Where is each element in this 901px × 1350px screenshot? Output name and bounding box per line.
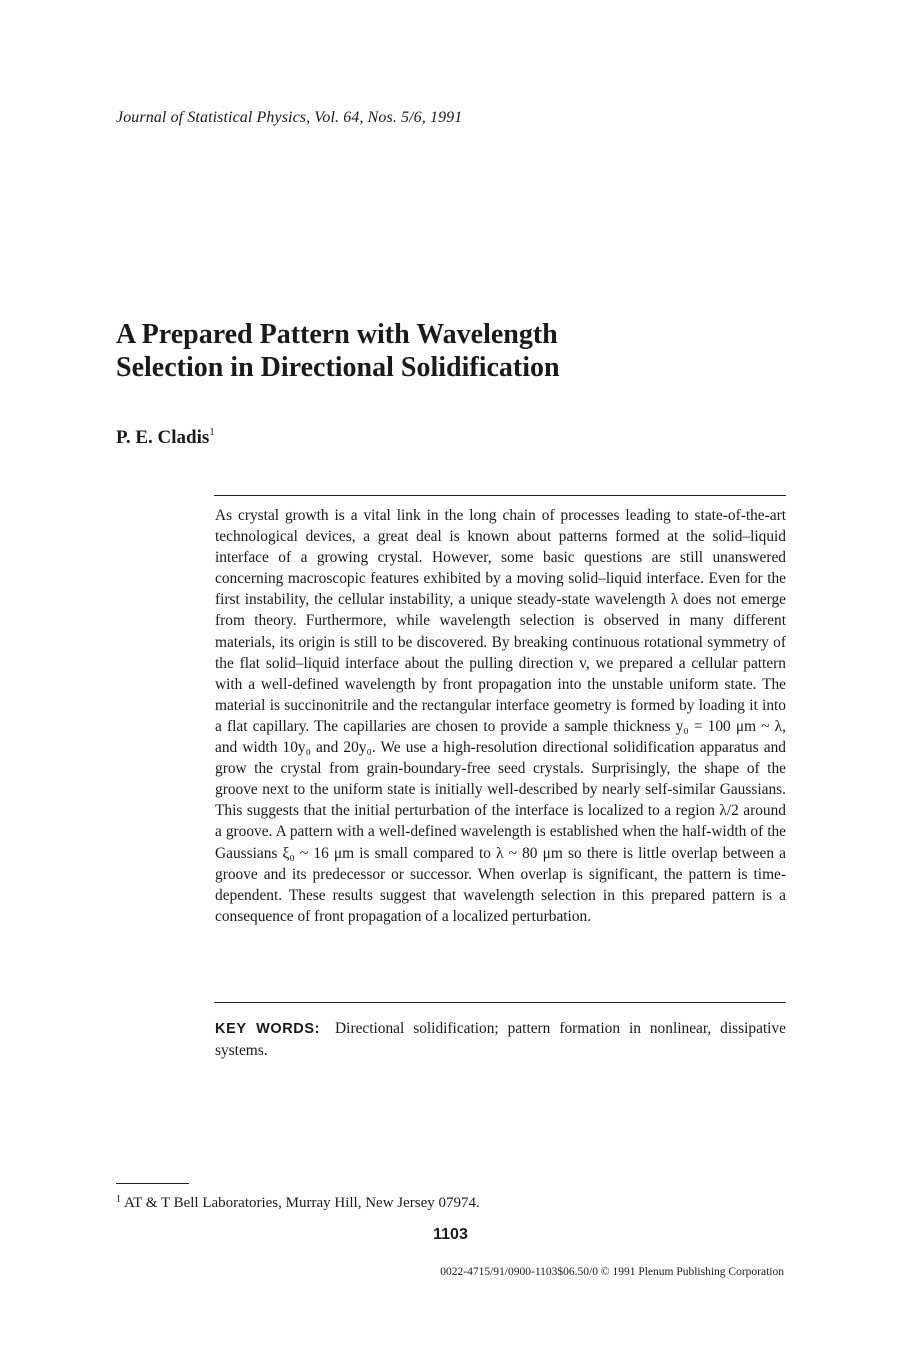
copyright-line: 0022-4715/91/0900-1103$06.50/0 © 1991 Plenum Publishing Corporation bbox=[440, 1266, 784, 1278]
author-block bbox=[116, 426, 215, 449]
author-name: P. E. Cladis bbox=[116, 427, 210, 448]
keywords-block bbox=[215, 1018, 786, 1061]
abstract-top-rule bbox=[214, 495, 786, 496]
abstract-bottom-rule bbox=[214, 1002, 786, 1003]
journal-citation: Journal of Statistical Physics, Vol. 64, Nos. 5/6, 1991 bbox=[116, 109, 463, 126]
footnote bbox=[116, 1194, 480, 1212]
article-title bbox=[116, 318, 736, 384]
page-number: 1103 bbox=[433, 1226, 468, 1243]
footnote-mark: 1 bbox=[116, 1194, 121, 1205]
keywords-label: KEY WORDS: bbox=[215, 1021, 321, 1037]
keywords-text: Directional solidification; pattern formation in nonlinear, dissipative systems. bbox=[215, 1020, 786, 1060]
abstract-text: As crystal growth is a vital link in the long chain of processes leading to state-of-the-art technological devices, a great deal is known about patterns formed at the solid–liquid interface of a growing crystal. However, some basic questions are still unanswered concerning macroscopic features exhibited by a moving solid–liquid interface. Even for the first instability, the cellular instability, a unique steady-state wavelength λ does not emerge from theory. Furthermore, while wavelength selection is observed in many different materials, its origin is still to be discovered. By breaking continuous rotational symmetry of the flat solid–liquid interface about the pulling direction v, we prepared a cellular pattern with a well-defined wavelength by front propagation into the unstable uniform state. The material is succinonitrile and the rectangular interface geometry is formed by loading it into a flat capillary. The capillaries are chosen to provide a sample thickness y₀ = 100 μm ~ λ, and width 10y₀ and 20y₀. We use a high-resolution directional solidification apparatus and grow the crystal from grain-boundary-free seed crystals. Surprisingly, the shape of the groove next to the uniform state is initially well-described by nearly self-similar Gaussians. This suggests that the initial perturbation of the interface is localized to a region λ/2 around a groove. A pattern with a well-defined wavelength is established when the half-width of the Gaussians ξ₀ ~ 16 μm is small compared to λ ~ 80 μm so there is little overlap between a groove and its predecessor or successor. When overlap is significant, the pattern is time-dependent. These results suggest that wavelength selection in this prepared pattern is a consequence of front propagation of a localized perturbation. bbox=[215, 507, 786, 925]
footnote-rule bbox=[116, 1183, 189, 1184]
title-line-1: A Prepared Pattern with Wavelength bbox=[116, 319, 558, 350]
author-footnote-mark: 1 bbox=[209, 426, 215, 438]
footnote-text: AT & T Bell Laboratories, Murray Hill, New Jersey 07974. bbox=[124, 1195, 480, 1211]
title-line-2: Selection in Directional Solidification bbox=[116, 352, 560, 383]
